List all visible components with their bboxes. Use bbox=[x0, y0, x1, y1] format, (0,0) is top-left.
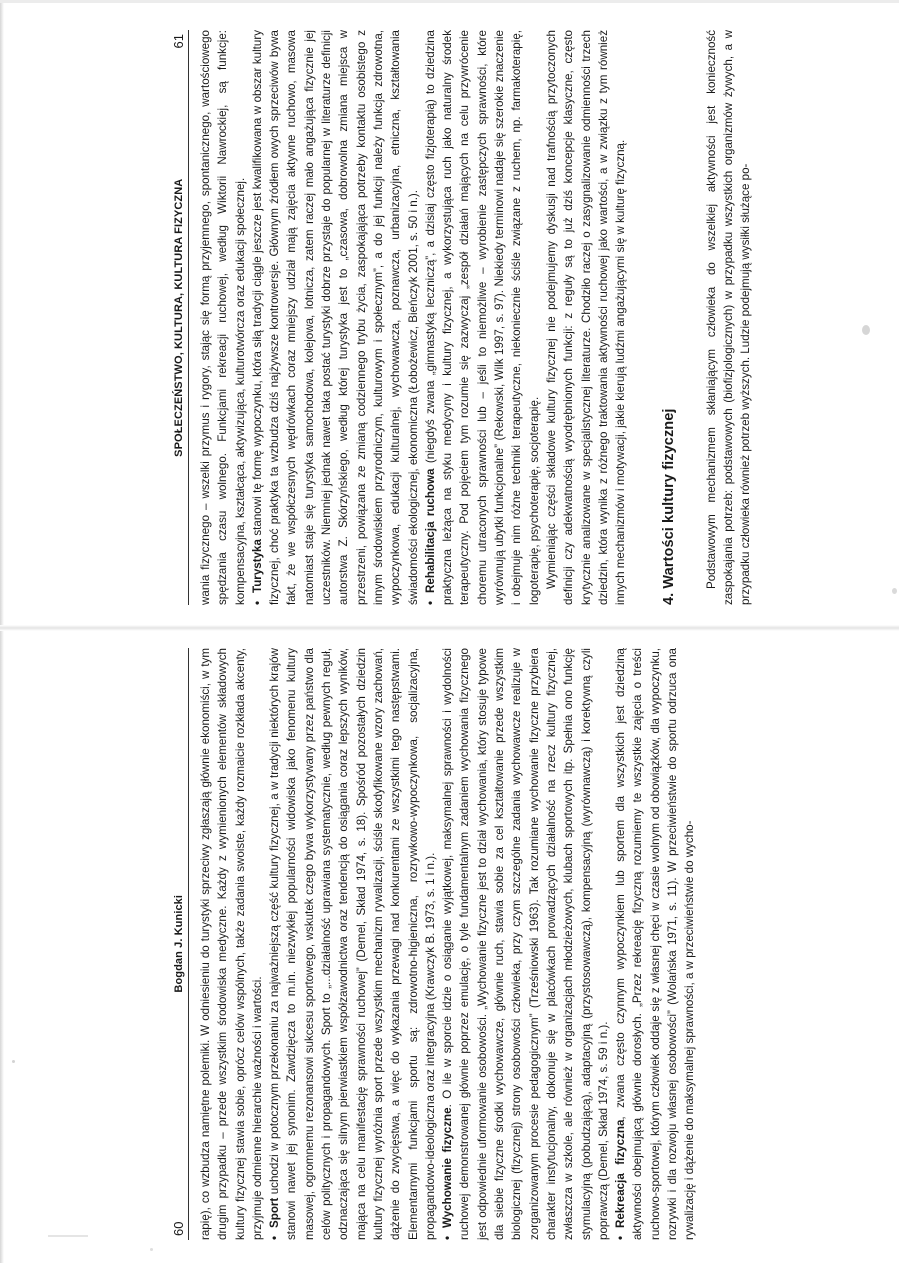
scan-speck bbox=[892, 588, 897, 594]
page-body bbox=[189, 30, 755, 605]
paragraph: Wymieniając części składowe kultury fizycznej nie podejmujemy dyskusji nad trafnością przytoczonych definicji czy adekwatnością wyodrębnionych funkcji: z reguły są to już dziś koncepcje klasyczne, często krytycznie analizowane w specjalistycznej literaturze. Chodziło raczej o zasygnalizowanie odmienności trzech dziedzin, która wynika z różnego traktowania aktywności ruchowej jako wartości, a w związku z tym również innych mechanizmów i motywacji, jakie kierują ludźmi angażującymi się w kulturę fizyczną. bbox=[544, 30, 628, 605]
bullet-dot: • bbox=[441, 1235, 455, 1240]
book-spine-gutter bbox=[0, 625, 899, 631]
scan-speck bbox=[12, 1060, 15, 1063]
bullet-dot: • bbox=[614, 1235, 628, 1240]
paragraph-text: , zwana często czynnym wypoczynkiem lub sportem dla wszystkich jest dziedziną aktywności obejmującą głównie dorosłych. „Przez rekreację fizyczną rozumiemy te wszystkie zajęcia o treści ruchowo-sportowej, którym człowiek oddaje się z własnej chęci w czasie wolnym od obowiązków, dla wypoczynku, rozrywki i dla rozwoju własnej osobowości” (Wolańska 1971, s. 11). W przeciwieństwie do sportu odrzuca ona rywalizację i dążenie do maksymalnej sprawności, a w przeciwieństwie do wycho- bbox=[614, 647, 697, 1240]
page-number: 60 bbox=[171, 1221, 186, 1236]
paragraph: wania fizycznego – wszelki przymus i rygory, stając się formą przyjemnego, spontanicznego, wartościowego spędzania czasu wolnego. Funkcjami rekreacji ruchowej, według Wiktorii Nawrockiej, są funkcje: kompensacyjna, kształcąca, aktywizująca, kulturotwórcza oraz edukacji społecznej. bbox=[199, 30, 247, 605]
paragraph-text: . O ile w sporcie idzie o osiąganie wyjątkowej, maksymalnej sprawności i wydolności ruchowej demonstrowanej głównie poprzez emulację, o tyle fundamentalnym zadaniem wychowania fizycznego jest odpowiednie uformowanie osobowości. „Wychowanie fizyczne jest to dział wychowania, który stosuje typowe dla siebie fizyczne środki wychowawcze, głównie ruch, stawia sobie za cel kształtowanie przede wszystkim biologicznej (fizycznej) strony osobowości człowieka, przy czym szczególne zadania wychowawcze realizuje w zorganizowanym procesie pedagogicznym” (Trześniowski 1963). Tak rozumiane wychowanie fizyczne przybiera charakter instytucjonalny, dokonuje się w placówkach prowadzących działalność na rzecz kultury fizycznej, zwłaszcza w szkole, ale również w organizacjach młodzieżowych, klubach sportowych itp. Spełnia ono funkcję stymulacyjną (pobudzającą), adaptacyjną (przystosowawczą), kompensacyjną (wyrównawczą) i korektywną czyli poprawczą (Demel, Skład 1974, s. 59 i n.). bbox=[441, 648, 610, 1240]
page-number: 61 bbox=[171, 34, 186, 49]
term: Sport bbox=[268, 1197, 282, 1228]
bullet-dot: • bbox=[250, 600, 264, 605]
bullet-dot: • bbox=[268, 1235, 282, 1240]
bullet-paragraph-tourism bbox=[249, 30, 422, 605]
scan-left-edge bbox=[0, 0, 4, 1263]
paragraph: Podstawowym mechanizmem skłaniającym człowieka do wszelkiej aktywności jest konieczność zaspokajania potrzeb: podstawowych (biofizjologicznych) w przypadku wszystkich organizmów żywych, a w przypadku człowieka również potrzeb wyższych. Ludzie podejmują wysiłki służące po- bbox=[704, 30, 753, 605]
term: Turystyka bbox=[250, 539, 264, 593]
book-page-60 bbox=[165, 648, 890, 1240]
page-header bbox=[165, 648, 189, 1240]
term: Rehabilitacja ruchowa bbox=[423, 468, 437, 593]
paragraph-text: uchodzi w potocznym przekonaniu za najważniejszą część kultury fizycznej, a w tradycji niektórych krajów stanowi nawet jej synonim. Zawdzięcza to m.in. niezwykłej popularności widowiska jako fenomenu kultury masowej, ogromnemu rezonansowi sukcesu sportowego, wskutek czego bywa wykorzystywany przez państwo dla celów politycznych i propagandowych. Sport to „...działalność uprawiana systematycznie, według pewnych reguł, odznaczająca się silnym pierwiastkiem współzawodnictwa oraz tendencją do osiągania coraz lepszych wyników, mająca na celu manifestację sprawności ruchowej” (Demel, Skład 1974, s. 18). Spośród pozostałych dziedzin kultury fizycznej wyróżnia sport przede wszystkim mechanizm rywalizacji, ściśle skodyfikowane wzory zachowań, dążenie do zwycięstwa, a więc do wykazania przewagi nad konkurentami ze wszystkimi tego następstwami. Elementarnymi funkcjami sportu są: zdrowotno-higieniczna, rozrywkowo-wypoczynkowa, socjalizacyjna, propagandowo-ideologiczna oraz integracyjna (Krawczyk B. 1973, s. 1 i n.). bbox=[268, 648, 437, 1240]
bullet-paragraph-recreation bbox=[612, 648, 698, 1240]
paragraph: rapię), co wzbudza namiętne polemiki. W odniesieniu do turystyki sprzeciwy zgłaszają głównie ekonomiści, w tym drugim przypadku – przede wszystkim środowiska medyczne. Każdy z wymienionych elementów składowych kultury fizycznej stawia sobie, oprócz celów wspólnych, także zadania swoiste, każdy rozmaicie rozkłada akcenty, przyjmuje odmienne hierarchie ważności i wartości. bbox=[199, 648, 264, 1240]
running-head: Bogdan J. Kunicki bbox=[173, 894, 185, 993]
bullet-paragraph-physical-education bbox=[439, 648, 612, 1240]
scan-top-edge bbox=[0, 0, 899, 3]
bullet-paragraph-sport bbox=[266, 648, 439, 1240]
section-heading: 4. Wartości kultury fizycznej bbox=[661, 408, 678, 605]
scan-speck bbox=[48, 1235, 88, 1237]
paragraph-text: stanowi tę formę wypoczynku, która siłą tradycji ciągle jeszcze jest kwalifikowana w obszar kultury fizycznej, choć praktyka ta wzbudza dziś najżywsze kontrowersje. Głównym źródłem owych sprzeciwów bywa fakt, że we współczesnych wędrówkach coraz mniejszy udział mają zajęcia aktywne ruchowo, masowa natomiast staje się turystyka samochodowa, kolejowa, lotnicza, zatem raczej mało angażująca fizycznie jej uczestników. Niemniej jednak nawet taka postać turystyki dobrze przystaje do popularnej w literaturze definicji autorstwa Z. Skórzyńskiego, według której turystyka jest to „czasowa, dobrowolna zmiana miejsca w przestrzeni, powiązana ze zmianą codziennego trybu życia, zaspokajająca potrzeby kontaktu osobistego z innym środowiskiem przyrodniczym, kulturowym i społecznym”, a do jej funkcji należy funkcja zdrowotna, wypoczynkowa, edukacji kulturalnej, wychowawcza, poznawcza, urbanizacyjna, etniczna, kształtowania świadomości ekologicznej, ekonomiczna (Łobożewicz, Bieńczyk 2001, s. 50 i n.). bbox=[250, 30, 420, 605]
scan-speck bbox=[150, 1248, 153, 1251]
paragraph-text: (niegdyś zwana „gimnastyką leczniczą”, a dzisiaj często fizjoterapią) to dziedzina praktyczna leżąca na styku medycyny i kultury fizycznej, a wykorzystująca ruch jako naturalny środek terapeutyczny. Pod pojęciem tym rozumie się zazwyczaj „zespół działań mających na celu przywrócenie choremu utraconych sprawności lub – jeśli to niemożliwe – wyrobienie zastępczych sprawności, które wyrównują ubytki funkcjonalne” (Rekowski, Wilk 1997, s. 97). Niekiedy terminowi nadaje się szerokie znaczenie i obejmuje nim różne techniki terapeutyczne, niekoniecznie ściśle związane z ruchem, np. farmakoterapię, logoterapię, psychoterapię, socjoterapię. bbox=[423, 29, 541, 605]
book-page-61 bbox=[165, 30, 890, 605]
page-body bbox=[189, 648, 699, 1240]
bullet-dot: • bbox=[423, 600, 437, 605]
running-head: SPOŁECZEŃSTWO, KULTURA, KULTURA FIZYCZNA bbox=[173, 178, 185, 457]
term: Wychowanie fizyczne bbox=[441, 1107, 455, 1228]
bullet-paragraph-rehabilitation bbox=[422, 30, 543, 605]
page-header bbox=[165, 30, 189, 605]
term: Rekreacja fizyczna bbox=[614, 1119, 628, 1228]
